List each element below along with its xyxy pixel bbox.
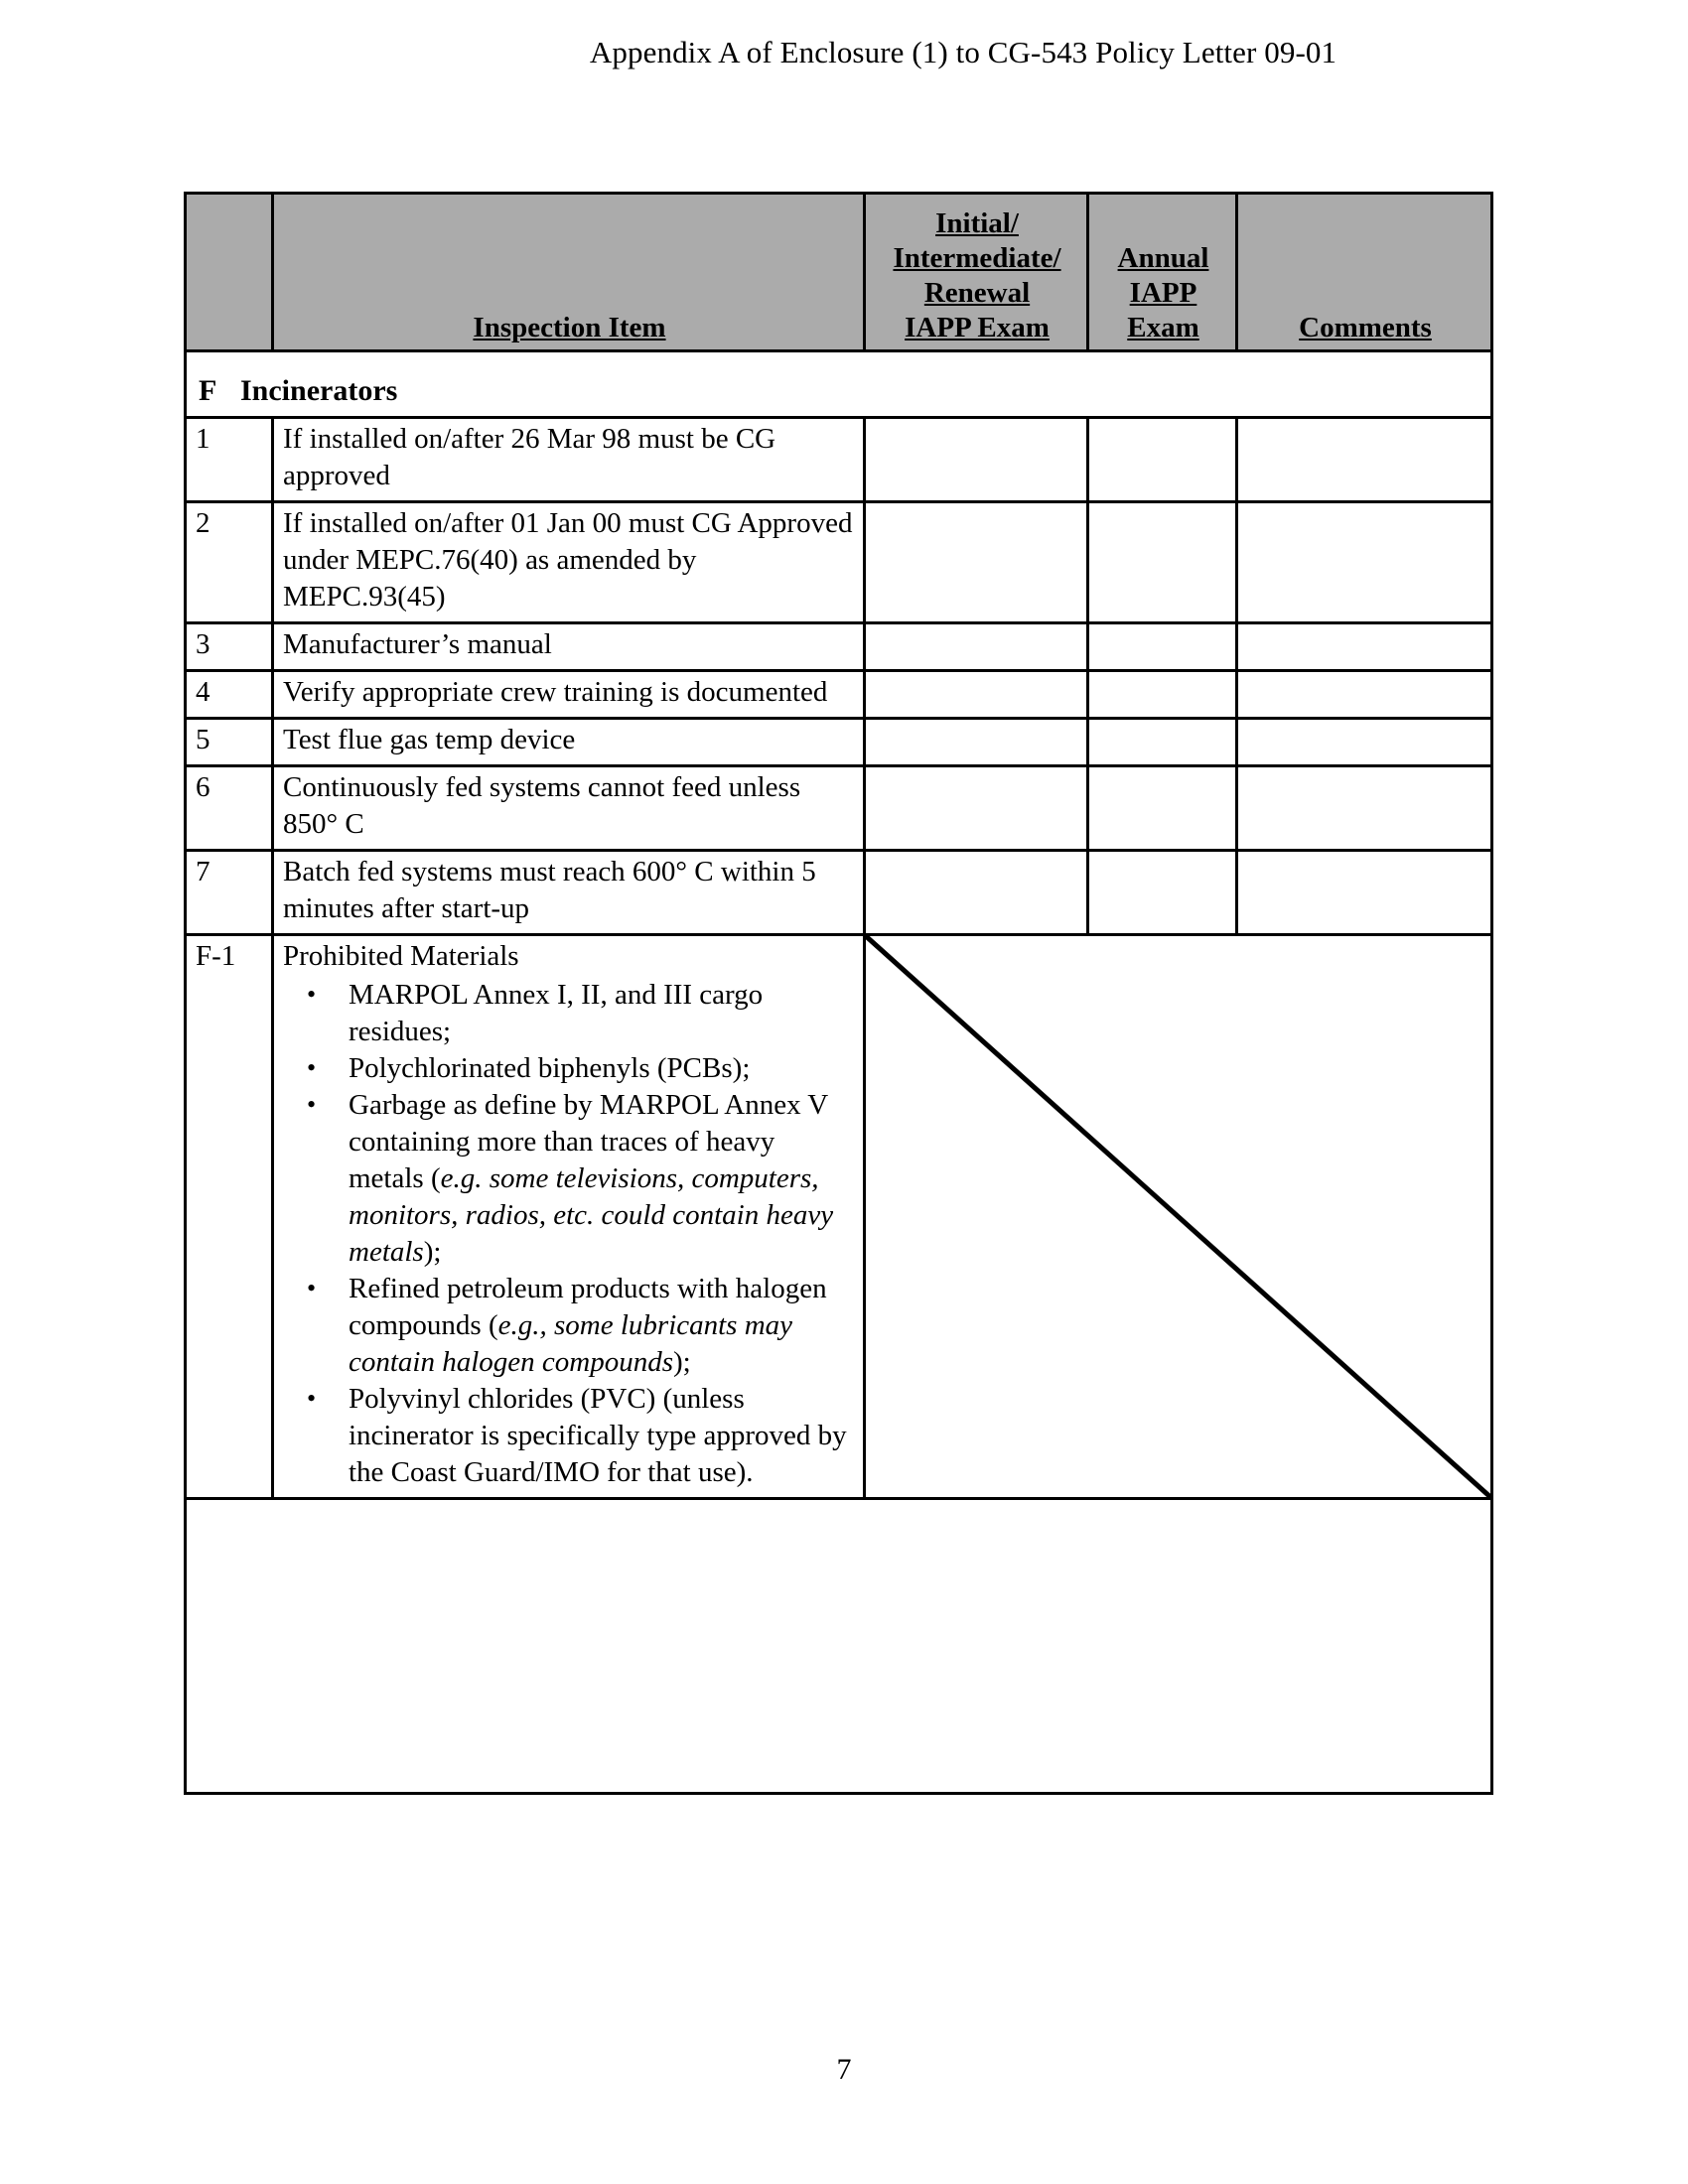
annual-line-3: Exam <box>1127 312 1199 343</box>
annual-line-2: IAPP <box>1129 277 1197 309</box>
row-comments-cell[interactable] <box>1237 766 1492 851</box>
row-initial-exam-cell[interactable] <box>865 766 1088 851</box>
row-annual-exam-cell-shaded <box>1088 851 1237 935</box>
section-row-cell <box>186 351 1492 418</box>
row-comments-cell[interactable] <box>1237 719 1492 766</box>
row-comments-cell[interactable] <box>1237 418 1492 502</box>
list-item-text: ); <box>673 1346 691 1378</box>
prohibited-materials-cell <box>273 935 865 1499</box>
list-item-text: Refined petroleum products with halogen compounds ( <box>349 1273 827 1341</box>
row-number: 7 <box>186 851 273 935</box>
column-header-initial-exam <box>865 194 1088 351</box>
prohibited-materials-list <box>283 977 856 1491</box>
list-item-text: Polyvinyl chlorides (PVC) (unless incinerator is specifically type approved by the Coast Guard/IMO for that use). <box>349 1383 847 1488</box>
prohibited-materials-title: Prohibited Materials <box>283 940 519 972</box>
row-inspection-item: Batch fed systems must reach 600° C within 5 minutes after start-up <box>273 851 865 935</box>
row-inspection-item: Manufacturer’s manual <box>273 623 865 671</box>
list-item <box>283 1381 856 1491</box>
table-row <box>186 851 1492 935</box>
row-number: 1 <box>186 418 273 502</box>
row-inspection-item: Test flue gas temp device <box>273 719 865 766</box>
annual-line-1: Annual <box>1117 242 1209 274</box>
column-header-comments <box>1237 194 1492 351</box>
page-header <box>0 34 1688 71</box>
row-comments-cell[interactable] <box>1237 851 1492 935</box>
page-header-text: Appendix A of Enclosure (1) to CG-543 Policy Letter 09-01 <box>589 35 1337 69</box>
row-annual-exam-cell-shaded <box>1088 766 1237 851</box>
column-header-annual-exam <box>1088 194 1237 351</box>
initial-line-4: IAPP Exam <box>905 312 1050 343</box>
row-number: 4 <box>186 671 273 719</box>
row-annual-exam-cell-shaded <box>1088 719 1237 766</box>
row-number: F-1 <box>186 935 273 1499</box>
row-comments-cell[interactable] <box>1237 623 1492 671</box>
column-header-comments-label: Comments <box>1299 312 1432 343</box>
struck-through-merged-cell <box>865 935 1492 1499</box>
row-initial-exam-cell[interactable] <box>865 502 1088 623</box>
list-item-text-italic: e.g. some televisions, computers, monitors, radios, etc. could contain heavy metals <box>349 1162 834 1268</box>
table-row-prohibited-materials <box>186 935 1492 1499</box>
list-item <box>283 1087 856 1271</box>
row-number: 2 <box>186 502 273 623</box>
row-inspection-item: Verify appropriate crew training is documented <box>273 671 865 719</box>
blank-tail-cell[interactable] <box>186 1499 1492 1794</box>
initial-line-1: Initial/ <box>935 207 1019 239</box>
row-comments-cell[interactable] <box>1237 502 1492 623</box>
column-header-inspection-item-label: Inspection Item <box>473 312 666 343</box>
row-inspection-item: If installed on/after 26 Mar 98 must be CG approved <box>273 418 865 502</box>
row-annual-exam-cell-shaded <box>1088 671 1237 719</box>
list-item-text: ); <box>423 1236 442 1268</box>
column-header-inspection-item <box>273 194 865 351</box>
table-row <box>186 418 1492 502</box>
column-header-number <box>186 194 273 351</box>
row-initial-exam-cell[interactable] <box>865 671 1088 719</box>
row-initial-exam-cell[interactable] <box>865 719 1088 766</box>
initial-line-3: Renewal <box>923 277 1031 309</box>
row-inspection-item: Continuously fed systems cannot feed unless 850° C <box>273 766 865 851</box>
table-row <box>186 719 1492 766</box>
page-number: 7 <box>836 2053 852 2086</box>
list-item <box>283 1050 856 1087</box>
list-item-text-italic: e.g., some lubricants may contain halogen compounds <box>349 1309 793 1378</box>
row-initial-exam-cell[interactable] <box>865 623 1088 671</box>
row-number: 3 <box>186 623 273 671</box>
list-item <box>283 1271 856 1381</box>
list-item-text: Polychlorinated biphenyls (PCBs); <box>349 1052 751 1084</box>
inspection-table-container <box>184 192 1490 1795</box>
table-row <box>186 766 1492 851</box>
row-number: 6 <box>186 766 273 851</box>
section-letter: F <box>199 374 217 407</box>
row-annual-exam-cell[interactable] <box>1088 418 1237 502</box>
row-number: 5 <box>186 719 273 766</box>
table-row-blank-tail <box>186 1499 1492 1794</box>
table-row <box>186 502 1492 623</box>
row-annual-exam-cell-shaded <box>1088 623 1237 671</box>
row-initial-exam-cell[interactable] <box>865 418 1088 502</box>
table-header-row <box>186 194 1492 351</box>
diagonal-strike-line <box>866 936 1490 1497</box>
row-inspection-item: If installed on/after 01 Jan 00 must CG Approved under MEPC.76(40) as amended by MEPC.93(45) <box>273 502 865 623</box>
row-initial-exam-cell[interactable] <box>865 851 1088 935</box>
list-item-text: Garbage as define by MARPOL Annex V containing more than traces of heavy metals ( <box>349 1089 828 1194</box>
list-item-text: MARPOL Annex I, II, and III cargo residues; <box>349 979 764 1047</box>
initial-line-2: Intermediate/ <box>893 242 1061 274</box>
row-annual-exam-cell[interactable] <box>1088 502 1237 623</box>
section-row-incinerators <box>186 351 1492 418</box>
inspection-table <box>184 192 1493 1795</box>
row-comments-cell[interactable] <box>1237 671 1492 719</box>
list-item <box>283 977 856 1050</box>
table-row <box>186 623 1492 671</box>
table-row <box>186 671 1492 719</box>
section-title: Incinerators <box>240 374 398 407</box>
